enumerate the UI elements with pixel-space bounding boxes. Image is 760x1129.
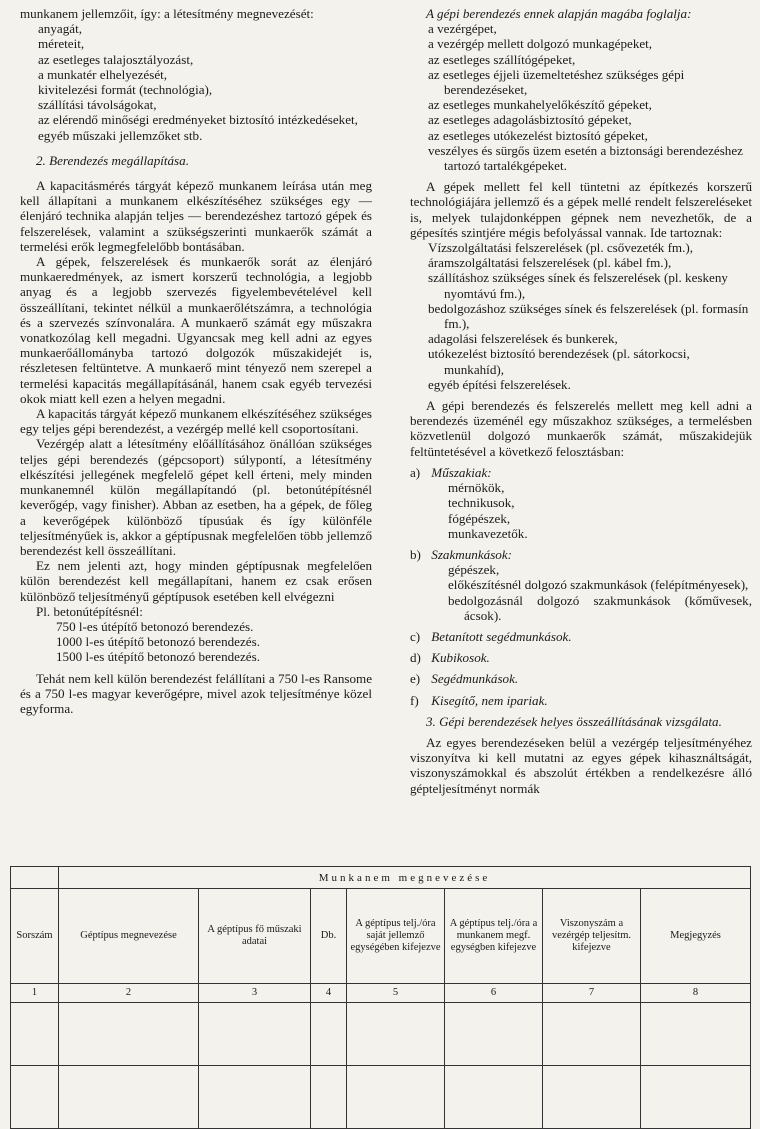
- list-item: egyéb építési felszerelések.: [428, 376, 571, 392]
- column-number: 7: [543, 984, 641, 1003]
- category-item: bedolgozásnál dolgozó szakmunkások (kőművesek, ácsok).: [448, 592, 752, 623]
- category-c: [410, 629, 752, 644]
- column-number: 6: [445, 984, 543, 1003]
- category-title: Kubikosok.: [431, 650, 490, 666]
- column-number: 4: [311, 984, 347, 1003]
- list-item: bedolgozáshoz szükséges sínek és felszerelések (pl. formasín fm.),: [428, 300, 749, 332]
- table-title: Munkanem megnevezése: [59, 867, 751, 889]
- column-number: 1: [11, 984, 59, 1003]
- paragraph: A gépi berendezés és felszerelés mellett meg kell adni a berendezés üzeménél egy műszakhoz szükséges, a termelésben közvetlenül dolgozó munkaerők számát, műszakidejük feltüntetésével a következő felosztásban:: [410, 398, 752, 459]
- list-item: anyagát,: [38, 21, 82, 37]
- column-header: Megjegyzés: [641, 889, 751, 984]
- table-header-row: [11, 889, 751, 984]
- paragraph: Az egyes berendezéseken belül a vezérgép teljesítményéhez viszonyítva ki kell mutatni az egyes gépek kihasználtságát, viszonyszámokkal és abszolút értékben a rendelkezésre álló gépteljesítményt normák: [410, 734, 752, 796]
- example-item: 750 l-es útépítő betonozó berendezés.: [56, 618, 254, 634]
- paragraph: Ez nem jelenti azt, hogy minden géptípusnak megfelelően külön berendezést kell megállapítani, hanem ez csak erősen különböző teljesítményű géptípusok esetében kell elvégezni: [20, 558, 372, 604]
- paragraph: A gépek, felszerelések és munkaerők sorát az élenjáró munkaeredmények, az ismert korszerű technológia, a legjobb anyag és a legjobb szervezés figyelembevételével kell összeállítani, tekintet nélkül a munkaerőlétszámra, a technológia és a szervezés színvonalára. A munkaerő számát egy műszakra vonatkozólag kell megadni. Ugyancsak meg kell adni az egyes munkaerőállományba tartozó dolgozók műszakidejét is, részletesen feltüntetve. A munkaerő mint tényező nem szerepel a termelési kapacitás megállapításánál, hanem csak egyéb tervezési okok miatt kell ezen a helyen megadni.: [20, 254, 372, 406]
- category-d: [410, 650, 752, 665]
- column-header: Viszonyszám a vezérgép teljesítm. kifejezve: [543, 889, 641, 984]
- category-letter: b): [410, 546, 421, 562]
- column-header: A géptípus fő műszaki adatai: [199, 889, 311, 984]
- category-item: fógépészek,: [448, 510, 511, 526]
- example-list: [20, 619, 372, 665]
- column-header: Sorszám: [11, 889, 59, 984]
- column-number: 3: [199, 984, 311, 1003]
- equipment-list: [410, 240, 752, 392]
- paragraph: A kapacitás tárgyát képező munkanem elkészítéséhez szükséges egy teljes gépi berendezést, a vezérgép mellé kell csoportosítani.: [20, 406, 372, 437]
- category-item: gépészek,: [448, 562, 500, 578]
- category-b: [410, 547, 752, 623]
- opening-line: munkanem jellemzőit, így: a létesítmény megnevezését:: [20, 6, 314, 21]
- column-header: Géptípus megnevezése: [59, 889, 199, 984]
- example-item: 1000 l-es útépítő betonozó berendezés.: [56, 634, 260, 650]
- category-item: munkavezetők.: [448, 525, 528, 541]
- table-row: [11, 867, 59, 889]
- list-item: az esetleges talajosztályozást,: [38, 51, 194, 67]
- category-item: előkészítésnél dolgozó szakmunkások (felépítményesek),: [448, 577, 749, 593]
- paragraph: A kapacitásmérés tárgyát képező munkanem leírása után meg kell állapítani a munkanem elkészítéséhez szükséges egy — élenjáró technika alapján teljes — berendezéshez tartozó gépek és felszerelések, valamint a szükségszerinti munkaerők számát a termelési erők legmegfelelőbb bontásában.: [20, 178, 372, 254]
- column-number: 8: [641, 984, 751, 1003]
- list-item: az esetleges éjjeli üzemeltetéshez szükséges gépi berendezéseket,: [428, 66, 685, 98]
- column-number: 5: [347, 984, 445, 1003]
- paragraph: Vezérgép alatt a létesítmény előállításához önállóan szükséges teljes gépi berendezés (gépcsoport) súlypontí, a létesítmény elkészítési jellegének megfelelő gépet kell érteni, mely minden munkanemnél külön megállapítandó (pl. betonútépítésnél keverőgép, vagy finisher). Abban az esetben, ha a gépek, de főleg a keverőgépek különböző típusúak és így különféle teljesítményűek is, akkor a géptípusnak megfelelően több jellemző berendezést kell összeállítani.: [20, 436, 372, 558]
- list-item: méreteit,: [38, 36, 85, 52]
- category-letter: c): [410, 628, 421, 644]
- list-item: utókezelést biztosító berendezések (pl. sátorkocsi, munkahíd),: [428, 346, 690, 377]
- machine-list: [410, 21, 752, 173]
- category-a: [410, 465, 752, 541]
- left-column: [20, 6, 372, 716]
- list-item: áramszolgáltatási felszerelések (pl. kábel fm.),: [428, 255, 672, 271]
- list-item: az esetleges szállítógépeket,: [428, 51, 576, 67]
- list-item: a vezérgépet,: [428, 21, 497, 37]
- closing-paragraph: Tehát nem kell külön berendezést felállítani a 750 l-es Ransome és a 750 l-es magyar keverőgépre, mivel azok teljesítménye közel egyforma.: [20, 670, 372, 716]
- table-row: [11, 1003, 751, 1066]
- right-column: [410, 6, 752, 796]
- category-title: Kisegítő, nem ipariak.: [431, 692, 548, 708]
- category-letter: d): [410, 650, 421, 666]
- list-item: szállításhoz szükséges sínek és felszerelések (pl. keskeny nyomtávú fm.),: [428, 270, 728, 301]
- list-item: az esetleges utókezelést biztosító gépeket,: [428, 127, 648, 143]
- section-heading-2: 2. Berendezés megállapítása.: [36, 152, 189, 168]
- list-item: adagolási felszerelések és bunkerek,: [428, 331, 618, 347]
- category-title: Műszakiak:: [431, 464, 492, 480]
- list-item: Vízszolgáltatási felszerelések (pl. csővezeték fm.),: [428, 240, 694, 256]
- section-heading-3: 3. Gépi berendezések helyes összeállításának vizsgálata.: [426, 713, 722, 729]
- right-intro: A gépi berendezés ennek alapján magába foglalja:: [426, 6, 692, 21]
- category-title: Szakmunkások:: [431, 546, 513, 562]
- list-item: a munkatér elhelyezését,: [38, 66, 168, 82]
- example-item: 1500 l-es útépítő betonozó berendezés.: [56, 649, 260, 665]
- column-number-row: [11, 984, 751, 1003]
- table-row: [11, 1066, 751, 1129]
- category-item: mérnökök,: [448, 480, 505, 496]
- list-item: szállítási távolságokat,: [38, 97, 157, 113]
- column-header: A géptípus telj./óra saját jellemző egységében kifejezve: [347, 889, 445, 984]
- list-item: az esetleges munkahelyelőkészítő gépeket,: [428, 97, 652, 113]
- list-item: egyéb műszaki jellemzőket stb.: [38, 127, 203, 143]
- feature-list: [20, 21, 372, 143]
- category-e: [410, 671, 752, 686]
- column-number: 2: [59, 984, 199, 1003]
- list-item: kivitelezési formát (technológia),: [38, 82, 213, 98]
- column-header: A géptípus telj./óra a munkanem megf. egységben kifejezve: [445, 889, 543, 984]
- category-letter: a): [410, 464, 421, 480]
- list-item: az elérendő minőségi eredményeket biztosító intézkedéseket,: [38, 112, 358, 128]
- list-item: a vezérgép mellett dolgozó munkagépeket,: [428, 36, 653, 52]
- column-header: Db.: [311, 889, 347, 984]
- category-title: Betanított segédmunkások.: [431, 628, 572, 644]
- paragraph: A gépek mellett fel kell tüntetni az építkezés korszerű technológiájára jellemző és a gépek mellé rendelt felszereléseket is, melyek tulajdonképpen gépnek nem nevezhetők, de a gépesítés szintjére mégis befolyással vannak. Ide tartoznak:: [410, 179, 752, 240]
- list-item: veszélyes és sürgős üzem esetén a biztonsági berendezéshez tartozó tartalékgépeket.: [428, 142, 743, 174]
- category-item: technikusok,: [448, 495, 515, 511]
- category-letter: e): [410, 671, 421, 687]
- example-intro: Pl. betonútépítésnél:: [36, 603, 143, 619]
- list-item: az esetleges adagolásbiztosító gépeket,: [428, 112, 632, 128]
- category-title: Segédmunkások.: [431, 671, 519, 687]
- category-f: [410, 693, 752, 708]
- category-letter: f): [410, 692, 419, 708]
